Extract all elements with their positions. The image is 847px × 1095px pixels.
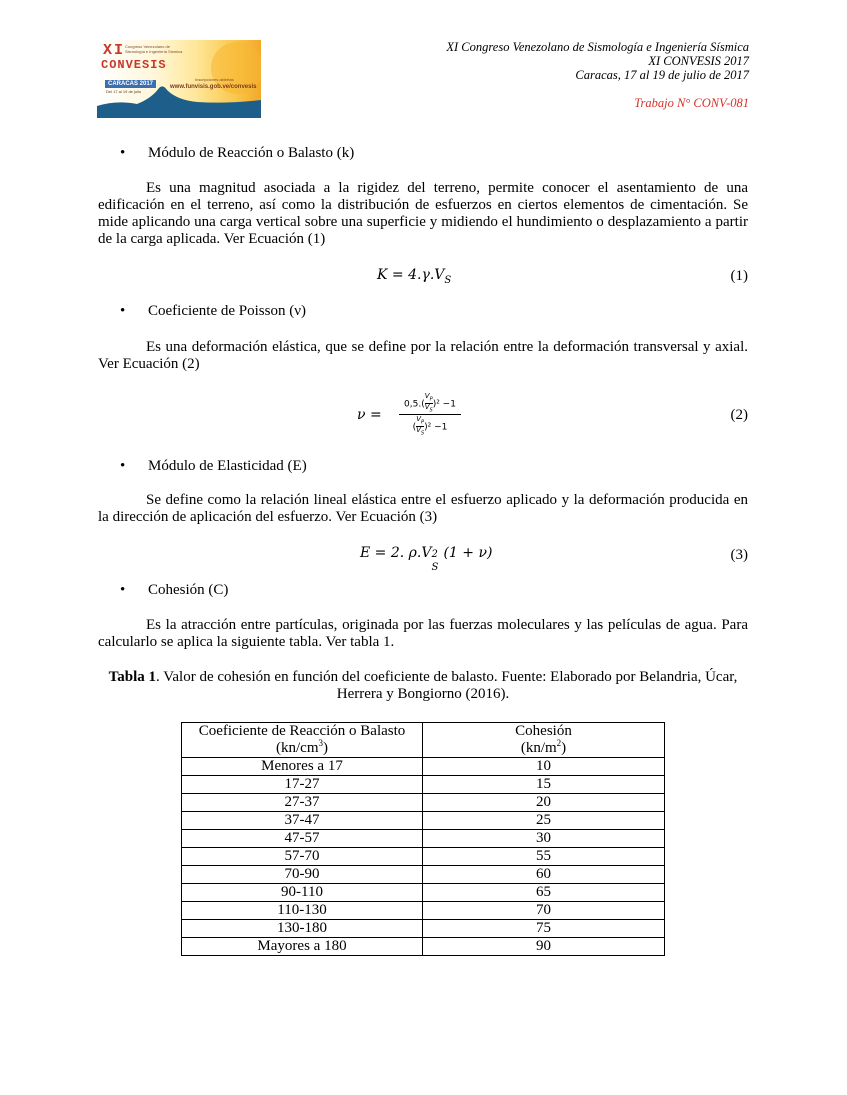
den-vp-sub: P	[421, 419, 425, 426]
num-suffix: )² −1	[432, 399, 456, 410]
table-row	[182, 758, 665, 776]
table-row	[182, 848, 665, 866]
logo-inscriptions: Inscripciones abiertas	[195, 77, 234, 82]
bullet-cohesion	[120, 581, 228, 599]
header-text: Cohesión	[515, 723, 572, 739]
header-conference-short: XI CONVESIS 2017	[648, 54, 749, 68]
den-vs-sub: S	[420, 430, 425, 437]
den-vp: V	[416, 415, 422, 423]
num-vp-sub: P	[429, 396, 433, 403]
paragraph-text: Es una magnitud asociada a la rigidez del terreno, permite conocer el asentamiento de una edificación en el terreno, así como la distribución de esfuerzos en ciertos elementos de cimentación. Se mide aplicando una carga vertical sobre una superficie y midiendo el hundimiento o desplazamiento a partir de la carga aplicada. Ver Ecuación (1)	[98, 180, 748, 247]
header-unit-sup: 2	[556, 738, 562, 748]
table-caption-label: Tabla 1	[108, 669, 156, 685]
cell-cohesion: 25	[423, 812, 665, 830]
bullet-dot: •	[120, 582, 126, 598]
den-suffix: )² −1	[424, 422, 448, 433]
bullet-elasticidad	[120, 457, 307, 475]
cell-balasto: 110-130	[182, 902, 423, 920]
cell-cohesion: 70	[423, 902, 665, 920]
equation-subscript: S	[431, 562, 439, 573]
table-row	[182, 866, 665, 884]
table-header-balasto	[182, 723, 423, 758]
logo-website: www.funvisis.gob.ve/convesis	[170, 84, 257, 90]
paragraph-elasticidad	[98, 492, 748, 526]
paragraph-poisson	[98, 339, 748, 373]
bullet-poisson	[120, 302, 306, 320]
cell-cohesion: 10	[423, 758, 665, 776]
cell-balasto: 57-70	[182, 848, 423, 866]
header-text: Coeficiente de Reacción o Balasto	[198, 723, 406, 739]
table-body	[182, 758, 665, 956]
equation-numerator	[399, 393, 461, 415]
header-unit-sup: 3	[318, 738, 323, 748]
cell-cohesion: 55	[423, 848, 665, 866]
cell-balasto: 70-90	[182, 866, 423, 884]
cell-cohesion: 65	[423, 884, 665, 902]
table-header-row	[182, 723, 665, 758]
paragraph-text: Se define como la relación lineal elástica entre el esfuerzo aplicado y la deformación producida en la dirección de aplicación del esfuerzo. Ver Ecuación (3)	[98, 492, 748, 525]
header-unit: (kn/cm	[276, 740, 319, 756]
table-row	[182, 812, 665, 830]
equation-1	[377, 267, 451, 286]
logo-name: CONVESIS	[101, 58, 167, 72]
logo-subtitle: Congreso Venezolano de Sismología e Ingeniería Sísmica	[125, 44, 183, 54]
header-work-number: Trabajo N° CONV-081	[634, 96, 749, 110]
table-row	[182, 938, 665, 956]
equation-number-3: (3)	[730, 547, 748, 563]
cell-cohesion: 90	[423, 938, 665, 956]
cell-balasto: Menores a 17	[182, 758, 423, 776]
equation-tail: (1 + ν)	[443, 545, 493, 561]
num-vs: V	[424, 403, 430, 412]
bullet-label: Módulo de Elasticidad (E)	[148, 458, 307, 474]
den-vs: V	[416, 426, 421, 435]
bullet-dot: •	[120, 303, 126, 319]
bullet-label: Módulo de Reacción o Balasto (k)	[148, 145, 355, 161]
equation-number-2: (2)	[730, 407, 748, 423]
equation-subscript: S	[444, 274, 452, 286]
header-unit-close: )	[323, 740, 328, 756]
bullet-modulo-reaccion	[120, 144, 354, 162]
cell-balasto: 37-47	[182, 812, 423, 830]
header-unit-close: )	[561, 740, 567, 756]
conference-logo	[97, 40, 261, 118]
cell-cohesion: 60	[423, 866, 665, 884]
cell-cohesion: 15	[423, 776, 665, 794]
header-location-dates: Caracas, 17 al 19 de julio de 2017	[575, 68, 749, 82]
equation-number-1: (1)	[730, 268, 748, 284]
den-prefix: (	[412, 422, 417, 433]
table-row	[182, 776, 665, 794]
table-header-cohesion	[423, 723, 665, 758]
equation-3	[360, 545, 493, 573]
table-caption-text: . Valor de cohesión en función del coeficiente de balasto. Fuente: Elaborado por Belandria, Úcar, Herrera y Bongiorno (2016).	[155, 669, 738, 702]
logo-city: CARACAS 2017	[105, 80, 156, 88]
cell-balasto: 17-27	[182, 776, 423, 794]
fraction-bar	[399, 414, 461, 415]
cell-cohesion: 20	[423, 794, 665, 812]
cell-cohesion: 75	[423, 920, 665, 938]
bullet-label: Cohesión (C)	[148, 582, 229, 598]
equation-2	[357, 393, 467, 441]
cell-balasto: 47-57	[182, 830, 423, 848]
bullet-dot: •	[120, 145, 126, 161]
num-prefix: 0,5.(	[404, 399, 425, 410]
cell-balasto: 130-180	[182, 920, 423, 938]
paragraph-cohesion	[98, 617, 748, 651]
equation-denominator	[399, 416, 461, 438]
paragraph-text: Es la atracción entre partículas, originada por las fuerzas moleculares y las películas de agua. Para calcularlo se aplica la siguiente tabla. Ver tabla 1.	[98, 617, 748, 650]
cell-balasto: Mayores a 180	[182, 938, 423, 956]
num-vs-sub: S	[429, 407, 433, 414]
equation-superscript: 2	[431, 549, 438, 560]
cell-cohesion: 30	[423, 830, 665, 848]
table-row	[182, 794, 665, 812]
table-caption	[98, 669, 748, 703]
table-row	[182, 884, 665, 902]
cohesion-table	[181, 722, 665, 956]
cell-balasto: 27-37	[182, 794, 423, 812]
paragraph-text: Es una deformación elástica, que se define por la relación entre la deformación transversal y axial. Ver Ecuación (2)	[98, 339, 748, 372]
header-unit: (kn/m	[520, 740, 557, 756]
logo-roman-numeral: XI	[103, 42, 126, 59]
bullet-dot: •	[120, 458, 126, 474]
header-conference-title: XI Congreso Venezolano de Sismología e Ingeniería Sísmica	[446, 40, 749, 54]
equation-lhs: ν =	[357, 407, 382, 423]
paragraph-modulo-reaccion	[98, 180, 748, 248]
equation-body: K = 4.γ.V	[377, 267, 445, 283]
table-row	[182, 830, 665, 848]
cell-balasto: 90-110	[182, 884, 423, 902]
logo-dates: Del 17 al 19 de julio	[106, 89, 142, 94]
table-row	[182, 920, 665, 938]
num-vp: V	[424, 392, 430, 400]
table-row	[182, 902, 665, 920]
equation-body: E = 2. ρ.V	[360, 545, 432, 561]
bullet-label: Coeficiente de Poisson (ν)	[148, 303, 306, 319]
